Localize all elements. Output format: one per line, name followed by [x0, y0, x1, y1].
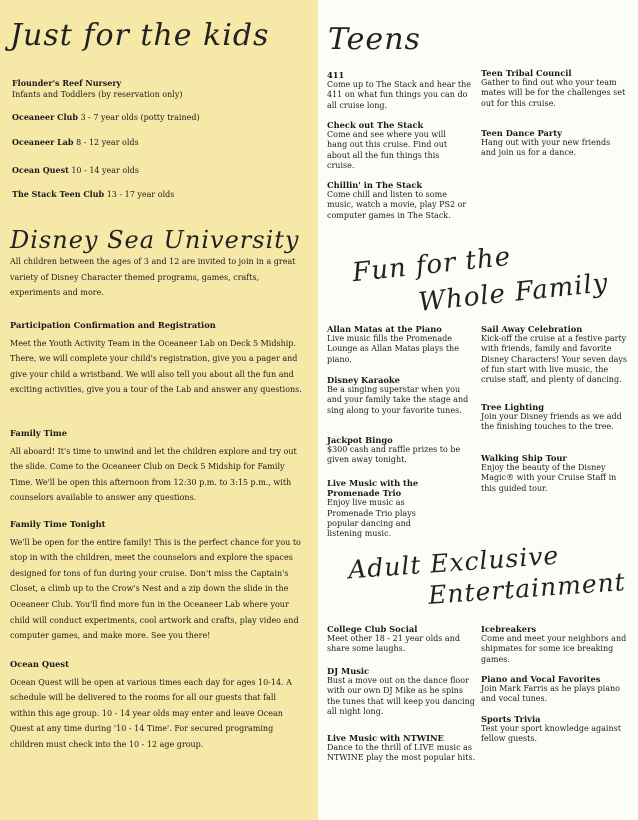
- section-ocean-quest: [10, 657, 302, 753]
- item-text: Come chill and listen to some music, watch a movie, play PS2 or computer games in The Stack.: [327, 190, 467, 220]
- adult-item: [481, 714, 631, 745]
- section-text: Ocean Quest will be open at various times each day for ages 10-14. A schedule will be delivered to the rooms for all our guests that fall within this age group. 10 - 14 year olds may enter and leave Ocean Quest at any time during '10 - 14 Time'. For secured programing children must check into the 10 - 12 age group.: [10, 677, 292, 749]
- adult-title-line2: Entertainment: [427, 567, 627, 610]
- kids-title: Just for the kids: [10, 18, 270, 53]
- club-detail: Infants and Toddlers (by reservation only): [12, 90, 183, 99]
- item-name: Live Music with NTWINE: [327, 733, 444, 743]
- club-name: Oceaneer Club: [12, 112, 78, 122]
- item-name: Live Music with the Promenade Trio: [327, 478, 419, 499]
- item-text: Enjoy the beauty of the Disney Magic® with your Cruise Staff in this guided tour.: [481, 463, 617, 493]
- kids-panel: [0, 0, 318, 820]
- teen-item: [481, 68, 626, 109]
- adult-item: [481, 624, 631, 665]
- item-text: Be a singing superstar when you and your family take the stage and sing along to your favorite tunes.: [327, 385, 469, 415]
- club-detail: 3 - 7 year olds (potty trained): [80, 113, 200, 122]
- teens-title: Teens: [328, 22, 421, 57]
- university-intro: All children between the ages of 3 and 12 are invited to join in a great variety of Disney Character themed programs, games, crafts, experiments and more.: [10, 257, 296, 298]
- adult-title-line1: Adult Exclusive: [347, 540, 561, 585]
- section-heading: Family Time: [10, 428, 67, 438]
- section-text: We'll be open for the entire family! This is the perfect chance for you to stop in with the children, meet the counselors and explore the spaces designed for tons of fun during your cruise. Don't miss the Captain's Closet, a climb up to the Crow's Nest and a zip down the slide in the Oceaneer Club. You'll find more fun in the Oceaneer Lab where your child will conduct experiments, cool artwork and crafts, play video and computer games, and make more. See you there!: [10, 537, 301, 641]
- section-text: Meet the Youth Activity Team in the Oceaneer Lab on Deck 5 Midship. There, we will complete your child's registration, give you a pager and give your child a wristband. We will also tell you about all the fun and exciting activities, give you a tour of the Lab and answer any questions.: [10, 338, 302, 395]
- item-text: Test your sport knowledge against fellow guests.: [481, 724, 621, 744]
- teen-item: [327, 70, 472, 111]
- club-name: The Stack Teen Club: [12, 189, 105, 199]
- item-text: Bust a move out on the dance floor with our own DJ Mike as he spins the tunes that will keep you dancing all night long.: [327, 676, 475, 716]
- item-text: Dance to the thrill of LIVE music as NTWINE play the most popular hits.: [327, 743, 476, 763]
- item-name: 411: [327, 70, 345, 80]
- section-heading: Family Time Tonight: [10, 519, 106, 529]
- item-name: Sail Away Celebration: [481, 324, 583, 334]
- family-item: [327, 478, 447, 539]
- item-name: Teen Dance Party: [481, 128, 562, 138]
- item-name: Disney Karaoke: [327, 375, 400, 385]
- item-text: $300 cash and raffle prizes to be given away tonight.: [327, 445, 461, 465]
- family-item: [481, 402, 626, 433]
- teen-item: [481, 128, 626, 159]
- item-text: Join your Disney friends as we add the finishing touches to the tree.: [481, 412, 622, 432]
- item-text: Come up to The Stack and hear the 411 on what fun things you can do all cruise long.: [327, 80, 472, 110]
- university-title: Disney Sea University: [10, 226, 300, 254]
- item-text: Enjoy live music as Promenade Trio plays popular dancing and listening music.: [327, 498, 416, 539]
- item-name: Teen Tribal Council: [481, 68, 572, 78]
- item-text: Live music fills the Promenade Lounge as Allan Matas plays the piano.: [327, 334, 459, 364]
- section-heading: Ocean Quest: [10, 659, 69, 669]
- item-text: Hang out with your new friends and join us for a dance.: [481, 138, 611, 158]
- item-text: Gather to find out who your team mates will be for the challenges set out for this cruise.: [481, 78, 626, 108]
- club-name: Flounder's Reef Nursery: [12, 78, 122, 88]
- activities-panel: [318, 0, 638, 820]
- adult-item: [327, 733, 477, 764]
- family-title-line1: Fun for the: [350, 241, 513, 289]
- item-text: Come and see where you will hang out this cruise. Find out about all the fun things this cruise.: [327, 130, 448, 170]
- item-name: Sports Trivia: [481, 714, 541, 724]
- item-text: Join Mark Farris as he plays piano and vocal tunes.: [481, 684, 620, 704]
- item-name: Jackpot Bingo: [327, 435, 393, 445]
- club-ocean-quest: [12, 165, 139, 176]
- section-family-time: [10, 426, 302, 506]
- adult-item: [481, 674, 631, 705]
- item-name: Tree Lighting: [481, 402, 545, 412]
- adult-item: [327, 666, 477, 717]
- family-item: [481, 453, 626, 494]
- item-text: Meet other 18 - 21 year olds and share some laughs.: [327, 634, 460, 654]
- item-name: Piano and Vocal Favorites: [481, 674, 601, 684]
- club-detail: 13 - 17 year olds: [106, 190, 175, 199]
- teen-item: [327, 180, 472, 221]
- family-title-line2: Whole Family: [416, 268, 610, 318]
- item-name: Check out The Stack: [327, 120, 424, 130]
- club-the-stack: [12, 189, 174, 200]
- section-registration: [10, 318, 302, 398]
- family-item: [327, 375, 472, 416]
- item-text: Kick-off the cruise at a festive party with friends, family and favorite Disney Characters! Your seven days of fun start with live music, the cruise staff, and plenty of dancing.: [481, 334, 628, 385]
- teen-item: [327, 120, 467, 171]
- item-name: DJ Music: [327, 666, 370, 676]
- section-family-time-tonight: [10, 517, 302, 644]
- club-detail: 10 - 14 year olds: [71, 166, 140, 175]
- club-flounders-reef: [12, 78, 302, 100]
- club-name: Oceaneer Lab: [12, 137, 74, 147]
- item-name: Icebreakers: [481, 624, 537, 634]
- item-name: Chillin' in The Stack: [327, 180, 423, 190]
- family-item: [327, 435, 472, 466]
- club-name: Ocean Quest: [12, 165, 69, 175]
- item-name: College Club Social: [327, 624, 418, 634]
- club-oceaneer-club: [12, 112, 200, 123]
- item-name: Allan Matas at the Piano: [327, 324, 442, 334]
- family-item: [327, 324, 472, 365]
- item-text: Come and meet your neighbors and shipmates for some ice breaking games.: [481, 634, 627, 664]
- item-name: Walking Ship Tour: [481, 453, 567, 463]
- club-oceaneer-lab: [12, 137, 139, 148]
- adult-item: [327, 624, 477, 655]
- section-heading: Participation Confirmation and Registration: [10, 320, 216, 330]
- section-text: All aboard! It's time to unwind and let the children explore and try out the slide. Come to the Oceaneer Club on Deck 5 Midship for Family Time. We'll be open this afternoon from 12:30 p.m. to 3:15 p.m., with counselors available to answer any questions.: [10, 446, 297, 503]
- club-detail: 8 - 12 year olds: [76, 138, 139, 147]
- family-item: [481, 324, 629, 385]
